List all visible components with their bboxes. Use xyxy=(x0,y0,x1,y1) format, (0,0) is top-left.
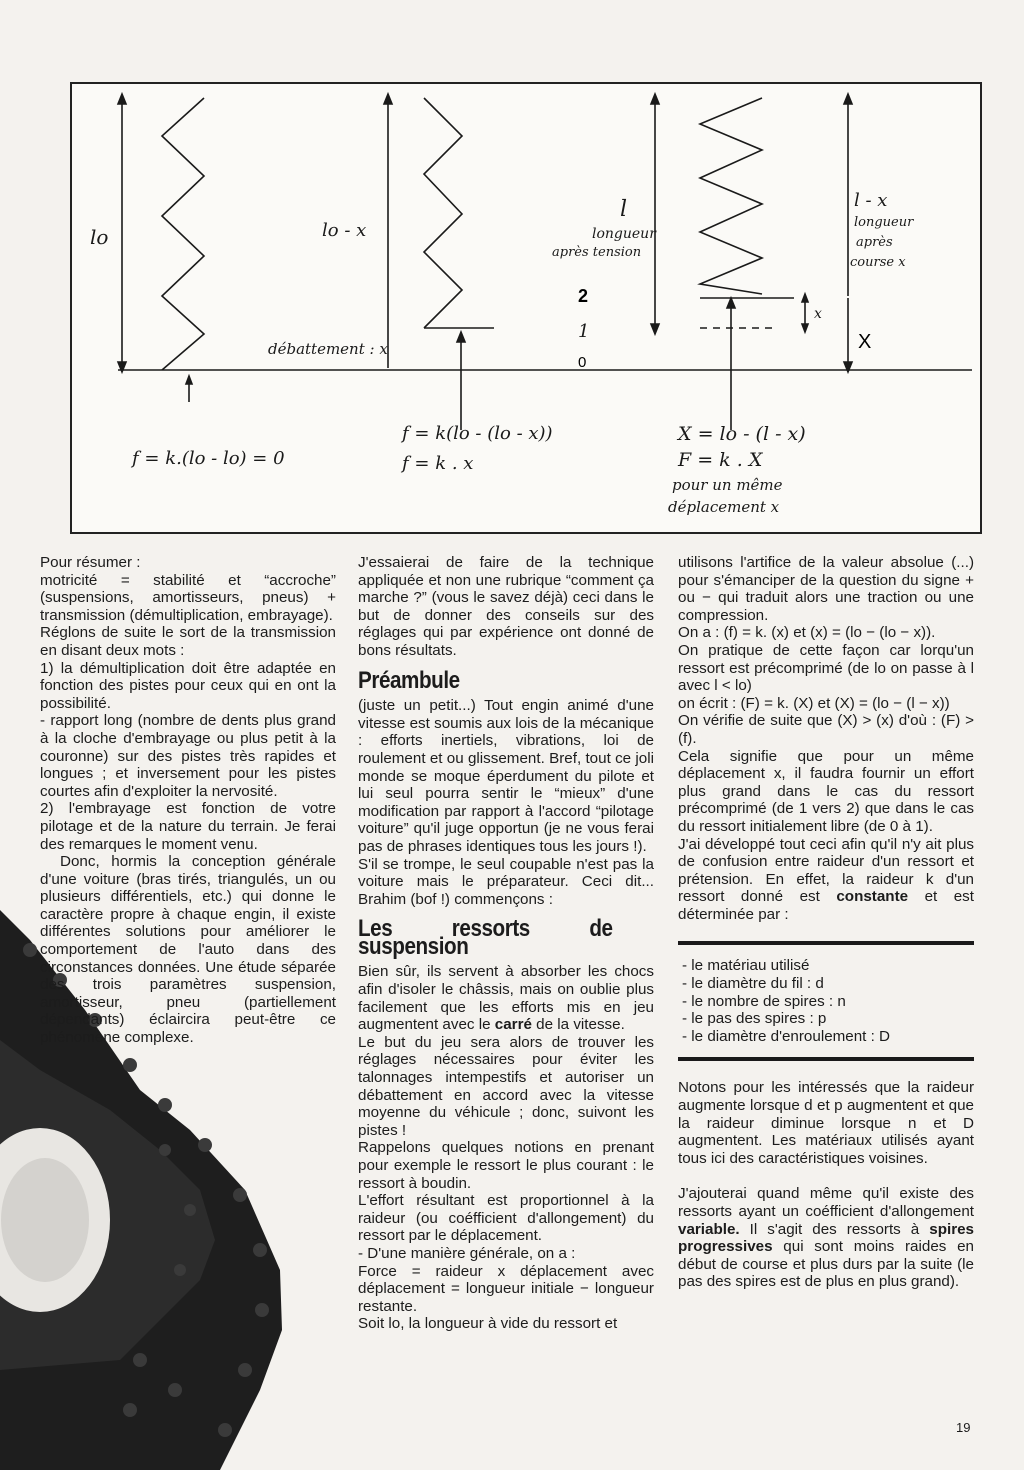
x-label: x xyxy=(814,306,822,322)
l-x-label: l - x xyxy=(854,190,888,211)
position-0-label: 0 xyxy=(578,354,587,371)
paragraph: on écrit : (F) = k. (X) et (X) = (lo − (l − x)) xyxy=(678,694,950,712)
divider xyxy=(678,941,974,945)
spring-4-coil xyxy=(700,98,762,294)
travel-label: débattement : x xyxy=(268,340,388,358)
paragraph: J'ajouterai quand même qu'il existe des ressorts ayant un coéfficient d'allongement variable. Il s'agit des ressorts à spires progressives qui sont moins raides en début de course et plus durs par la suite (le pas des spires est de plus en plus grand). xyxy=(678,1185,974,1291)
spring-2-formula-1: f = k(lo - (lo - x)) xyxy=(402,423,553,444)
spring-1-coil xyxy=(162,98,204,370)
apres-label: après xyxy=(856,235,893,250)
spring-1-formula: f = k.(lo - lo) = 0 xyxy=(132,448,285,469)
paragraph: Cela signifie que pour un même déplacement x, il faudra fournir un effort plus grand dans le cas du ressort précomprimé (de 1 vers 2) que dans le cas du ressort initialement libre (de 0 à 1). xyxy=(678,747,974,835)
spring-2-formula-2: f = k . x xyxy=(402,453,474,474)
bold-text: carré xyxy=(494,1016,532,1034)
spring-2-coil xyxy=(424,98,462,328)
bold-text: constante xyxy=(836,888,909,906)
spring-4-formula-2: F = k . X xyxy=(678,449,763,471)
paragraph: (juste un petit...) Tout engin animé d'une vitesse est soumis aux lois de la mécanique : efforts inertiels, vibrations, loi de roulement et ou glissement. Bref, tout ce joli monde se moque éperdument du pilote et lui seul pourra sentir le “mieux” d'une modification par rapport à l'accord “pilotage voiture” qu'il juge opportun (je ne vous ferai pas de phrases identiques tous les jours !). xyxy=(358,697,654,855)
paragraph: On pratique de cette façon car lorqu'un ressort est précomprimé (de lo on passe à l avec l < lo) xyxy=(678,641,974,695)
list-item: - le pas des spires : p xyxy=(682,1010,827,1028)
paragraph: Donc, hormis la conception générale d'une voiture (bras tirés, triangulés, un ou plusieurs différentiels, etc.) qui donne le caractère propre à chaque engin, il existe différentes solutions pour améliorer le comportement de l'auto dans des circonstances données. Une étude séparée des trois paramètres suspension, amortisseur, pneu (partiellement dépendants) éclaircira peut-être ce phénomène complexe. xyxy=(40,853,336,1047)
spring-diagram xyxy=(70,82,982,534)
paragraph: Rappelons quelques notions en prenant pour exemple le ressort le plus courant : le ressort à boudin. xyxy=(358,1139,654,1192)
paragraph: 1) la démultiplication doit être adaptée en fonction des pistes pour ceux qui en ont la possibilité. xyxy=(40,659,336,712)
paragraph: Notons pour les intéressés que la raideur augmente lorsque d et p augmentent et que la raideur diminue lorsque n et D augmentent. Les matériaux utilisés ayant tous ici des caractéristiques voisines. xyxy=(678,1079,974,1167)
bold-text: spires progressives xyxy=(678,1220,974,1256)
list-item: - le diamètre d'enroulement : D xyxy=(682,1027,891,1045)
paragraph: Force = raideur x déplacement avec déplacement = longueur initiale − longueur restante. xyxy=(358,1262,654,1315)
divider xyxy=(678,1057,974,1061)
list-item: - le matériau utilisé xyxy=(682,957,810,975)
column-2 xyxy=(358,554,654,1333)
column-3 xyxy=(678,554,974,1291)
paragraph: J'ai développé tout ceci afin qu'il n'y ait plus de confusion entre raideur d'un ressort et prétension. En effet, la raideur k d'un ressort donné est constante et est déterminée par : xyxy=(678,835,974,923)
intro-paragraph: J'essaierai de faire de la technique appliquée et non une rubrique “comment ça marche ?” (vous le savez déjà) ceci dans le but de donner des conseils sur des réglages qui par expérience ont donné de bons résultats. xyxy=(358,554,654,659)
X-label: X xyxy=(858,331,872,353)
list-item: - le nombre de spires : n xyxy=(682,992,846,1010)
paragraph: Le but du jeu sera alors de trouver les réglages nécessaires pour éviter les talonnages intempestifs et autoriser un débattement en accord avec la vitesse moyenne du véhicule ; donc, suivont les pistes ! xyxy=(358,1033,654,1139)
paragraph: On vérifie de suite que (X) > (x) d'où : (F) > (f). xyxy=(678,712,974,747)
lo-label: lo xyxy=(90,225,109,249)
bold-text: variable. xyxy=(678,1220,740,1238)
paragraph: Pour résumer : xyxy=(40,554,141,571)
parameter-list xyxy=(678,957,974,1045)
note-2: déplacement x xyxy=(668,498,780,516)
paragraph: 2) l'embrayage est fonction de votre pilotage et de la nature du terrain. Je ferai des remarques le moment venu. xyxy=(40,800,336,853)
paragraph: - rapport long (nombre de dents plus grand à la cloche d'embrayage ou plus petit à la couronne) sur des pistes très rapides et longues ; et inversement pour les pistes courtes afin d'exploiter la nervosité. xyxy=(40,712,336,800)
paragraph: Bien sûr, ils servent à absorber les chocs afin d'isoler le châssis, mais on oublie plus facilement que les efforts mis en jeu augmentent avec le carré de la vitesse. xyxy=(358,963,654,1034)
paragraph: On a : (f) = k. (x) et (x) = (lo − (lo − x)). xyxy=(678,624,936,642)
heading-ressorts: Les ressorts de suspension xyxy=(358,915,613,960)
l-label: l xyxy=(620,197,628,222)
spring-drawing xyxy=(72,84,980,532)
longueur-label: longueur xyxy=(592,226,656,242)
column-1 xyxy=(40,554,336,1047)
position-1-label: 1 xyxy=(578,321,590,342)
longueur-4-label: longueur xyxy=(854,215,914,230)
paragraph: utilisons l'artifice de la valeur absolue (...) pour s'émanciper de la question du signe + ou − qui traduit alors une traction ou une compression. xyxy=(678,554,974,624)
paragraph: - D'une manière générale, on a : xyxy=(358,1244,576,1262)
list-item: - le diamètre du fil : d xyxy=(682,975,824,993)
paragraph: S'il se trompe, le seul coupable n'est pas la voiture mais le préparateur. Ceci dit... Brahim (bof !) commençons : xyxy=(358,855,654,908)
lo-x-label: lo - x xyxy=(322,220,367,241)
course-x-label: course x xyxy=(850,255,906,270)
spring-4-formula-1: X = lo - (l - x) xyxy=(678,423,806,445)
paragraph: Soit lo, la longueur à vide du ressort et xyxy=(358,1315,618,1333)
paragraph: motricité = stabilité et “accroche” (suspensions, amortisseurs, pneus) + transmission (démultiplication, embrayage). xyxy=(40,571,336,624)
heading-preambule: Préambule xyxy=(358,666,460,694)
position-2-label: 2 xyxy=(578,286,589,306)
page-number: 19 xyxy=(956,1420,971,1435)
apres-tension-label: après tension xyxy=(552,245,642,260)
paragraph: L'effort résultant est proportionnel à la raideur (ou coéfficient d'allongement) du ressort par le déplacement. xyxy=(358,1192,654,1245)
note-1: pour un même xyxy=(672,476,783,494)
paragraph: Réglons de suite le sort de la transmission en disant deux mots : xyxy=(40,624,336,659)
